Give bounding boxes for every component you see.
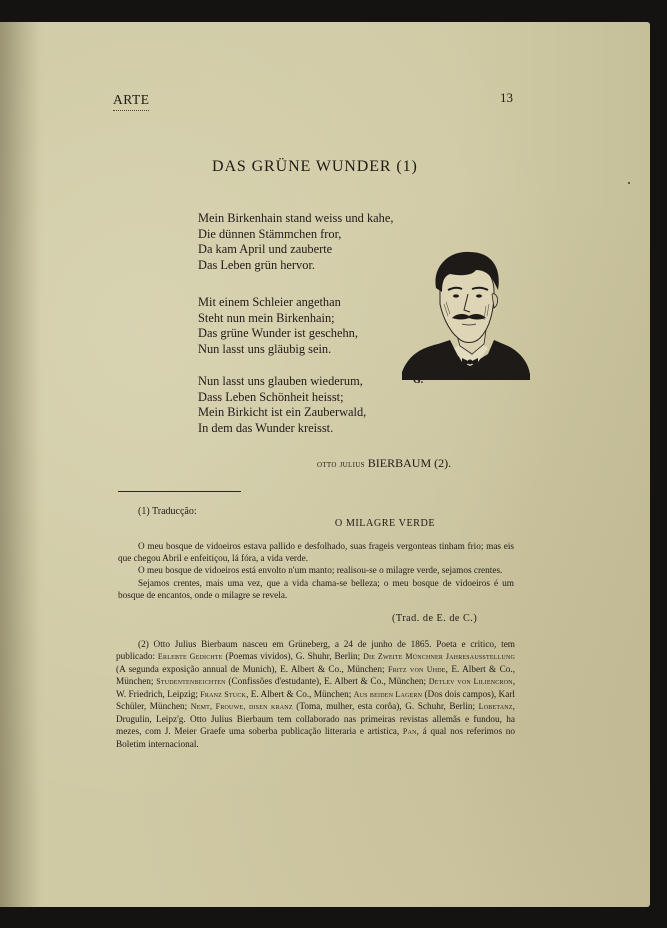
bio-text: , á qual nos referimos no Boletim internacional.: [116, 727, 515, 750]
bio-work-title: Aus beiden Lagern: [353, 689, 423, 699]
bio-text: (A segunda exposição annual de Munich), E. Albert & Co., München;: [116, 664, 388, 675]
bio-text: (2) Otto Julius Bierbaum nasceu em Grüneberg, a 24 de junho de 1865. Poeta e critico, tem publicado:: [116, 640, 515, 663]
poem-line: Steht nun mein Birkenhain;: [198, 310, 335, 325]
bio-text: (Poemas vividos), G. Shuhr, Berlin;: [222, 652, 364, 663]
bio-work-title: Pan: [402, 727, 417, 737]
translation-credit: (Trad. de E. de C.): [392, 613, 478, 624]
poem-line: Die dünnen Stämmchen fror,: [198, 226, 342, 241]
bio-text: , E. Albert & Co., München;: [246, 689, 354, 700]
bio-text: , Drugulin, Leipz'g. Otto Julius Bierbaum tem collaborado nas primeiras revistas allemãs e fundou, ha mezes, com J. Meier Graefe uma soberba publicação litteraria e artistica,: [116, 702, 515, 738]
bio-text: , E. Albert & Co., München;: [116, 664, 516, 688]
poem-line: In dem das Wunder kreisst.: [198, 420, 334, 435]
bio-work-title: Lobetanz: [478, 702, 513, 712]
bio-work-title: Detlev von Liliencron: [428, 677, 513, 687]
poem-line: Nun lasst uns gläubig sein.: [198, 341, 332, 356]
translation-title: O MILAGRE VERDE: [334, 518, 436, 529]
footnote-2-biography: [116, 639, 515, 751]
bio-work-title: Die Zweite Münchner Jahresausstellung: [363, 652, 516, 662]
page-gutter-shadow: [0, 22, 40, 907]
page-number: 13: [500, 90, 513, 105]
footnote-1-label: (1) Traducção:: [138, 506, 197, 517]
poem-line: Das grüne Wunder ist geschehn,: [198, 326, 358, 341]
author-note-ref: (2).: [434, 456, 452, 470]
portrait-illustration-icon: [398, 244, 532, 386]
poem-line: Mein Birkicht ist ein Zauberwald,: [198, 405, 367, 420]
bio-text: (Dos dois campos), Karl Schüler, München;: [116, 689, 515, 713]
poem-stanza-1: [198, 211, 393, 273]
portrait-monogram: G.: [413, 375, 424, 386]
translation-paragraph: O meu bosque de vidoeiros estava pallido e desfolhado, suas frageis vergonteas tinham frio; mas eis que chegou Abril e enfeitiçou, lá fóra, a vida verde.: [118, 542, 514, 565]
translation-paragraph: O meu bosque de vidoeiros está envolto n'um manto; realisou-se o milagre verde, sejamos crentes.: [138, 566, 503, 577]
author-surname: BIERBAUM: [367, 456, 432, 470]
bio-work-title: Erlebte Gedichte: [157, 652, 223, 662]
poem-line: Da kam April und zauberte: [198, 242, 333, 257]
bio-text: (Toma, mulher, esta corôa), G. Schuhr, Berlin;: [292, 702, 479, 713]
translation-paragraph: Sejamos crentes, mais uma vez, que a vida chama-se belleza; o meu bosque de vidoeiros é um bosque de encantos, onde o milagre se revela.: [118, 578, 514, 601]
bio-work-title: Fritz von Uhde: [387, 664, 446, 674]
bio-text: (Confissões d'estudante), E. Albert & Co., München;: [225, 677, 429, 688]
poem-stanza-2: [198, 295, 358, 357]
author-first-names: otto julius: [317, 459, 365, 470]
paper-speck: [628, 182, 630, 184]
book-page: [0, 22, 650, 907]
poem-stanza-3: [198, 374, 366, 436]
bio-work-title: Studentenbeichten: [156, 677, 226, 687]
footnote-separator: [118, 491, 241, 492]
bio-text: , W. Friedrich, Leipzig;: [116, 677, 516, 700]
poem-title: DAS GRÜNE WUNDER (1): [212, 158, 418, 175]
poem-line: Mit einem Schleier angethan: [198, 295, 341, 309]
poem-line: Mein Birkenhain stand weiss und kahe,: [198, 211, 394, 225]
poem-line: Das Leben grün hervor.: [198, 257, 315, 272]
poem-line: Dass Leben Schönheit heisst;: [198, 389, 344, 404]
poem-line: Nun lasst uns glauben wiederum,: [198, 374, 363, 388]
translation-body: [118, 541, 514, 602]
bio-work-title: Nemt, Frouwe, disen kranz: [190, 702, 293, 712]
poem-author: [317, 456, 451, 471]
bio-work-title: Franz Stuck: [200, 689, 247, 699]
running-head-section: ARTE: [113, 92, 150, 107]
